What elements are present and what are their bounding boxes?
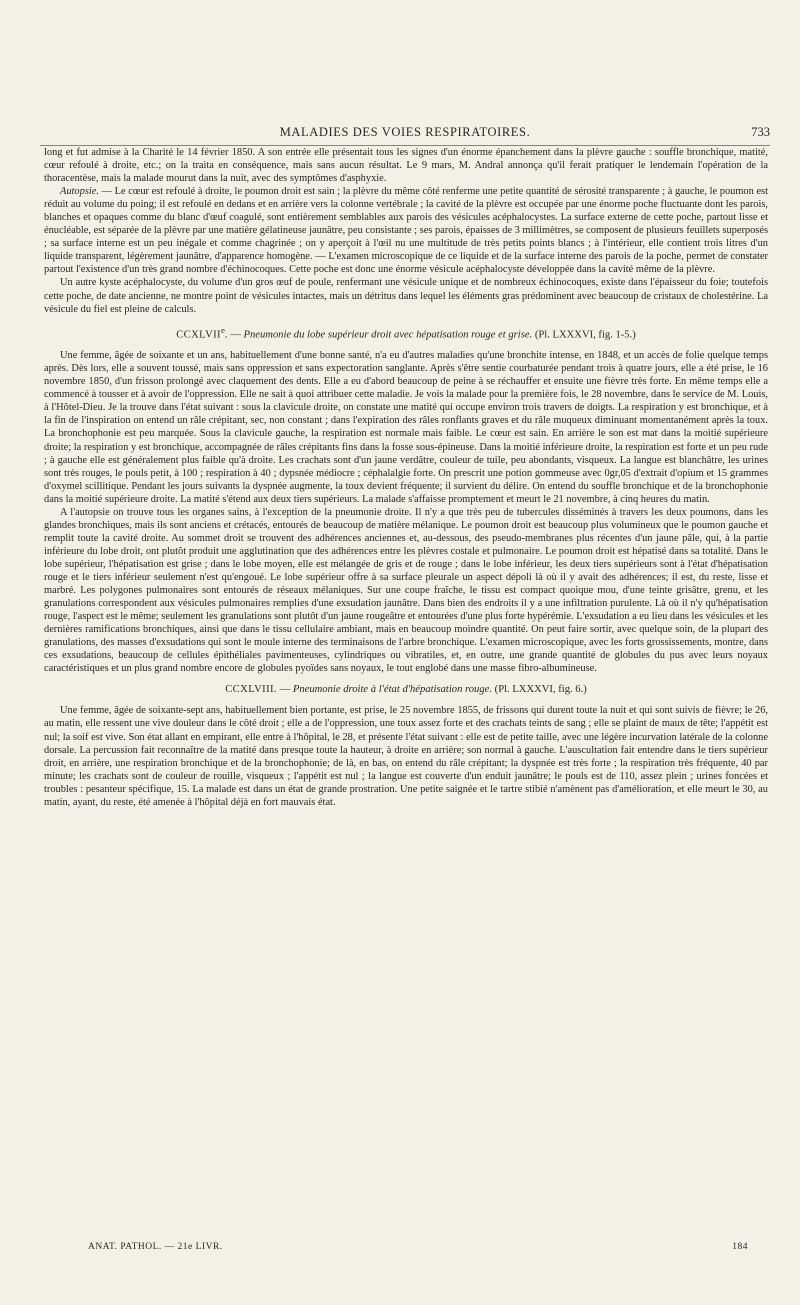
case-title: Pneumonie droite à l'état d'hépatisation rouge. (292, 684, 493, 696)
paragraph: Un autre kyste acéphalocyste, du volume d'un gros œuf de poule, renfermant une vésicule unique et de nombreux échinocoques, existe dans l'épaisseur du foie; toutefois cette poche, de date ancienne, ne montre point de vésicules intactes, mais un détritus dans lequel les éléments gras prédominent avec beaucoup de cristaux de cholestérine. La vésicule du fiel est pleine de calculs. (44, 277, 768, 315)
page-body (44, 146, 768, 809)
paragraph: Une femme, âgée de soixante-sept ans, habituellement bien portante, est prise, le 25 novembre 1855, de frissons qui durent toute la nuit et qui sont suivis de fièvre; le 26, au matin, elle ressent une vive douleur dans le côté droit ; elle a de l'oppression, une toux assez forte et des crachats teints de sang ; elle se plaint de maux de tête; l'appétit est nul; la soif est vive. Son état allant en empirant, elle entre à l'hôpital, le 28, et présente l'état suivant : elle est de petite taille, avec une légère incurvation latérale de la colonne dorsale. La percussion fait reconnaître de la matité dans presque toute la hauteur, à droite en arrière; son normal à gauche. L'auscultation fait entendre dans le tiers supérieur droit, en arrière, une respiration bronchique et de la bronchophonie; de là, en bas, on entend du râle crépitant; la dyspnée est très forte ; la respiration très fréquente, 40 par minute; les crachats sont de couleur de rouille, visqueux ; l'appétit est nul ; la langue est couverte d'un enduit jaunâtre; le pouls est de 110, assez plein ; urines foncées et troubles : pesanteur spécifique, 15. La malade est dans un état de grande prostration. Une petite saignée et le tartre stibié n'amènent pas d'amélioration, et elle meurt le 30, au matin, ayant, du reste, été amenée à l'hôpital déjà en fort mauvais état. (44, 705, 768, 808)
sheet-number: 184 (732, 1242, 748, 1252)
autopsy-paragraph: Autopsie. — Le cœur est refoulé à droite, le poumon droit est sain ; la plèvre du même côté renferme une petite quantité de sérosité transparente ; à gauche, le poumon est réduit au volume du poing; il est refoulé en dedans et en arrière vers la colonne vertébrale ; la cavité de la plèvre est occupée par une énorme poche fluctuante dont les parois, blanches et opaques comme du blanc d'œuf coagulé, sont entièrement semblables aux parois des vésicules acéphalocystes. La surface externe de cette poche, partout lisse et énucléable, est séparée de la plèvre par une matière gélatineuse jaunâtre, peu consistante ; ses parois, épaisses de 3 millimètres, se composent de plusieurs feuillets superposés ; sa surface interne est un peu inégale et comme chagrinée ; on y aperçoit à l'œil nu une multitude de très petits points blancs ; à l'intérieur, elle contient trois litres d'un liquide transparent, légèrement jaunâtre, d'apparence homogène. — L'examen microscopique de ce liquide et de la surface interne des parois de la poche, permet de constater partout l'existence d'un très grand nombre d'échinocoques. Cette poche est donc une énorme vésicule acéphalocyste développée dans la cavité même de la plèvre. (44, 186, 768, 276)
case-heading (44, 683, 768, 696)
paragraph: A l'autopsie on trouve tous les organes sains, à l'exception de la pneumonie droite. Il n'y a que très peu de tubercules disséminés à travers les deux poumons, dans les glandes bronchiques, mais ils sont anciens et crétacés, entourés de beaucoup de matière mélanique. Le poumon droit est beaucoup plus volumineux que le poumon gauche et remplit toute la cavité droite. Au sommet droit se trouvent des adhérences anciennes et, au-dessous, des pseudo-membranes plus récentes d'un jaune pâle, qui, à la partie inférieure du lobe droit, ont plutôt produit une agglutination que des adhérences entre les plèvres costale et pulmonaire. Le poumon droit est hépatisé dans sa totalité. Dans le lobe supérieur, l'hépatisation est grise ; dans le lobe moyen, elle est mélangée de gris et de rouge ; dans le lobe inférieur, les deux tiers supérieurs sont à l'état d'hépatisation rouge et le tiers inférieur seulement n'est qu'engoué. Le lobe supérieur offre à sa surface pleurale un aspect dépoli là où il y avait des adhérences; il est, du reste, lisse et marbré. Les polygones pulmonaires sont entourés de réseaux mélaniques. Sur une coupe fraîche, le tissu est compact quoique mou, d'une teinte grisâtre, grenu, et les granulations correspondent aux vésicules pulmonaires remplies d'une exsudation jaunâtre. Dans bien des endroits il y a une infiltration purulente. Là où il n'y qu'hépatisation rouge, l'aspect est le même; seulement les granulations sont plutôt d'un jaune rougeâtre et entourées d'une plus forte hypérémie. L'exsudation a eu lieu dans les vésicules et les dernières ramifications bronchiques, ainsi que dans le tissu cellulaire ambiant, mais en beaucoup moindre quantité. On peut faire sortir, avec quelque soin, de la plupart des granulations, des masses d'exsudations qui sont le moule interne des terminaisons de l'arbre bronchique. L'examen microscopique, avec les forts grossissements, montre, dans ces exsudations, beaucoup de cellules épithéliales pavimenteuses, cylindriques ou vibratiles, et, en outre, une grande quantité de globules du pus avec leurs noyaux caractéristiques et un plus grand nombre encore de globules pyoïdes sans noyaux, le tout englobé dans une masse fibro-albumineuse. (44, 506, 768, 675)
case-heading (44, 324, 768, 342)
case-number-suffix: e (221, 324, 225, 335)
running-head (40, 125, 770, 146)
case-number: CCXLVII (176, 329, 221, 341)
paragraph: Une femme, âgée de soixante et un ans, habituellement d'une bonne santé, n'a eu d'autres maladies qu'une bronchite intense, en 1848, et un accès de folie quelque temps après. Dès lors, elle a souvent toussé, mais sans oppression et sans expectoration sanglante. Après s'être sentie courbaturée pendant trois à quatre jours, elle a été prise, le 16 novembre 1850, d'un frisson prolongé avec claquement des dents. Elle a eu d'abord beaucoup de peine à se réchauffer et ensuite une fièvre très forte. En même temps elle a commencé à tousser et à avoir de l'oppression. Elle ne sait à quoi attribuer cette maladie. Je vois la malade pour la première fois, le 28 novembre, dans le service de M. Louis, à l'Hôtel-Dieu. Je la trouve dans l'état suivant : sous la clavicule droite, on constate une matité qui occupe environ trois travers de doigts. La respiration y est bronchique, et à la fin de l'inspiration on entend un râle crépitant, sec, non constant ; dans l'expiration des râles ronflants graves et du râle muqueux diminuant momentanément après la toux. La bronchophonie est peu marquée. Sous la clavicule gauche, la respiration est normale mais faible. Le cœur est sain. En arrière le son est mat dans la moitié supérieure droite; la respiration y est bronchique, accompagnée de râles crépitants fins dans la fosse sous-épineuse. Dans la moitié inférieure droite, la respiration est forte et un peu rude ; à gauche elle est généralement plus faible qu'à droite. Les crachats sont d'un jaune verdâtre, couleur de tuile, peu abondants, visqueux. La langue est blanchâtre, les urines sont très rouges, le pouls petit, à 100 ; respiration à 40 ; dypsnée médiocre ; céphalalgie forte. On prescrit une potion gommeuse avec 0gr,05 d'extrait d'opium et 15 grammes d'oxymel scillitique. Pendant les jours suivants la dyspnée augmente, la toux devient fréquente; il survient du délire. On entend du souffle bronchique et de la bronchophonie dans la moitié supérieure droite. La matité s'étend aux deux tiers supérieurs. La malade s'affaisse promptement et meurt le 21 novembre, à cinq heures du matin. (44, 350, 768, 505)
plate-reference: (Pl. LXXXVI, fig. 6.) (494, 684, 587, 696)
paragraph-text: Le cœur est refoulé à droite, le poumon droit est sain ; la plèvre du même côté renferme une petite quantité de sérosité transparente ; à gauche, le poumon est réduit au volume du poing; il est refoulé en dedans et en arrière vers la colonne vertébrale ; la cavité de la plèvre est occupée par une énorme poche fluctuante dont les parois, blanches et opaques comme du blanc d'œuf coagulé, sont entièrement semblables aux parois des vésicules acéphalocystes. La surface externe de cette poche, partout lisse et énucléable, est séparée de la plèvre par une matière gélatineuse jaunâtre, peu consistante ; ses parois, épaisses de 3 millimètres, se composent de plusieurs feuillets superposés ; sa surface interne est un peu inégale et comme chagrinée ; on y aperçoit à l'œil nu une multitude de très petits points blancs ; à l'intérieur, elle contient trois litres d'un liquide transparent, légèrement jaunâtre, d'apparence homogène. — L'examen microscopique de ce liquide et de la surface interne des parois de la poche, permet de constater partout l'existence d'un très grand nombre d'échinocoques. Cette poche est donc une énorme vésicule acéphalocyste développée dans la cavité même de la plèvre. (44, 186, 768, 276)
heading-dash: . — (224, 329, 241, 341)
case-number: CCXLVIII. (225, 684, 277, 696)
page-title: MALADIES DES VOIES RESPIRATOIRES. (279, 125, 531, 139)
case-title: Pneumonie du lobe supérieur droit avec hépatisation rouge et grise. (243, 329, 533, 341)
page-number: 733 (751, 125, 770, 139)
heading-dash: — (279, 684, 291, 696)
paragraph: long et fut admise à la Charité le 14 février 1850. A son entrée elle présentait tous les signes d'un énorme épanchement dans la plèvre gauche : souffle bronchique, matité, cœur refoulé à droite, etc.; on la traita en conséquence, mais sans aucun résultat. Le 9 mars, M. Andral annonça qu'il ferait pratiquer le lendemain l'opération de la thoracentèse, mais la malade mourut dans la nuit, avec des symptômes d'asphyxie. (44, 147, 768, 185)
page-footer (88, 1242, 748, 1256)
signature-mark: ANAT. PATHOL. — 21e LIVR. (88, 1242, 223, 1252)
autopsy-label: Autopsie. (60, 186, 99, 198)
plate-reference: (Pl. LXXXVI, fig. 1-5.) (534, 329, 636, 341)
